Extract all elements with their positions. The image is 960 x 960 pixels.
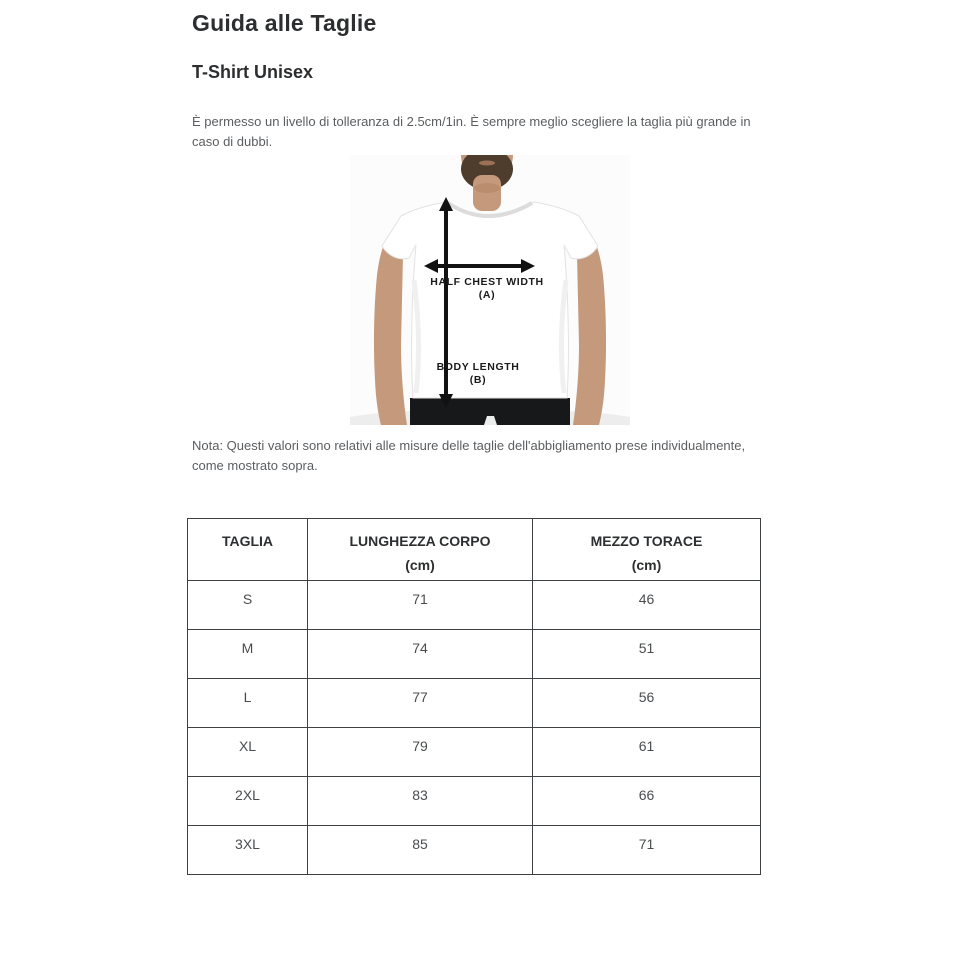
tshirt-diagram (350, 155, 630, 425)
table-row-s (188, 581, 761, 630)
cell-half-chest: 46 (533, 581, 761, 630)
body-length-code: (B) (469, 374, 487, 386)
column-header-taglia: TAGLIA (188, 519, 308, 581)
cell-size: 2XL (188, 777, 308, 826)
half-chest-code: (A) (478, 289, 496, 301)
size-table-header-row (188, 519, 761, 581)
body-length-label: BODY LENGTH (436, 361, 520, 373)
table-row-l (188, 679, 761, 728)
cell-half-chest: 56 (533, 679, 761, 728)
size-table (187, 518, 761, 875)
cell-half-chest: 51 (533, 630, 761, 679)
table-row-3xl (188, 826, 761, 875)
cell-body-length: 77 (308, 679, 533, 728)
cell-half-chest: 61 (533, 728, 761, 777)
column-header-mezzo-torace: MEZZO TORACE (cm) (533, 519, 761, 581)
cell-size: M (188, 630, 308, 679)
cell-body-length: 74 (308, 630, 533, 679)
table-row-2xl (188, 777, 761, 826)
product-subtitle: T-Shirt Unisex (192, 62, 314, 82)
cell-body-length: 79 (308, 728, 533, 777)
cell-half-chest: 71 (533, 826, 761, 875)
measurement-note: Nota: Questi valori sono relativi alle misure delle taglie dell'abbigliamento prese individualmente, come mostrato sopra. (192, 438, 746, 473)
size-guide-page (187, 0, 760, 875)
table-row-m (188, 630, 761, 679)
table-row-xl (188, 728, 761, 777)
page-title: Guida alle Taglie (192, 10, 377, 36)
cell-body-length: 85 (308, 826, 533, 875)
cell-body-length: 71 (308, 581, 533, 630)
column-header-lunghezza-corpo: LUNGHEZZA CORPO (cm) (308, 519, 533, 581)
cell-size: S (188, 581, 308, 630)
cell-half-chest: 66 (533, 777, 761, 826)
tshirt-measurement-photo (350, 155, 630, 425)
cell-size: L (188, 679, 308, 728)
half-chest-label: HALF CHEST WIDTH (430, 276, 544, 288)
cell-body-length: 83 (308, 777, 533, 826)
cell-size: 3XL (188, 826, 308, 875)
tolerance-text: È permesso un livello di tolleranza di 2.5cm/1in. È sempre meglio scegliere la taglia più grande in caso di dubbi. (192, 114, 751, 149)
cell-size: XL (188, 728, 308, 777)
